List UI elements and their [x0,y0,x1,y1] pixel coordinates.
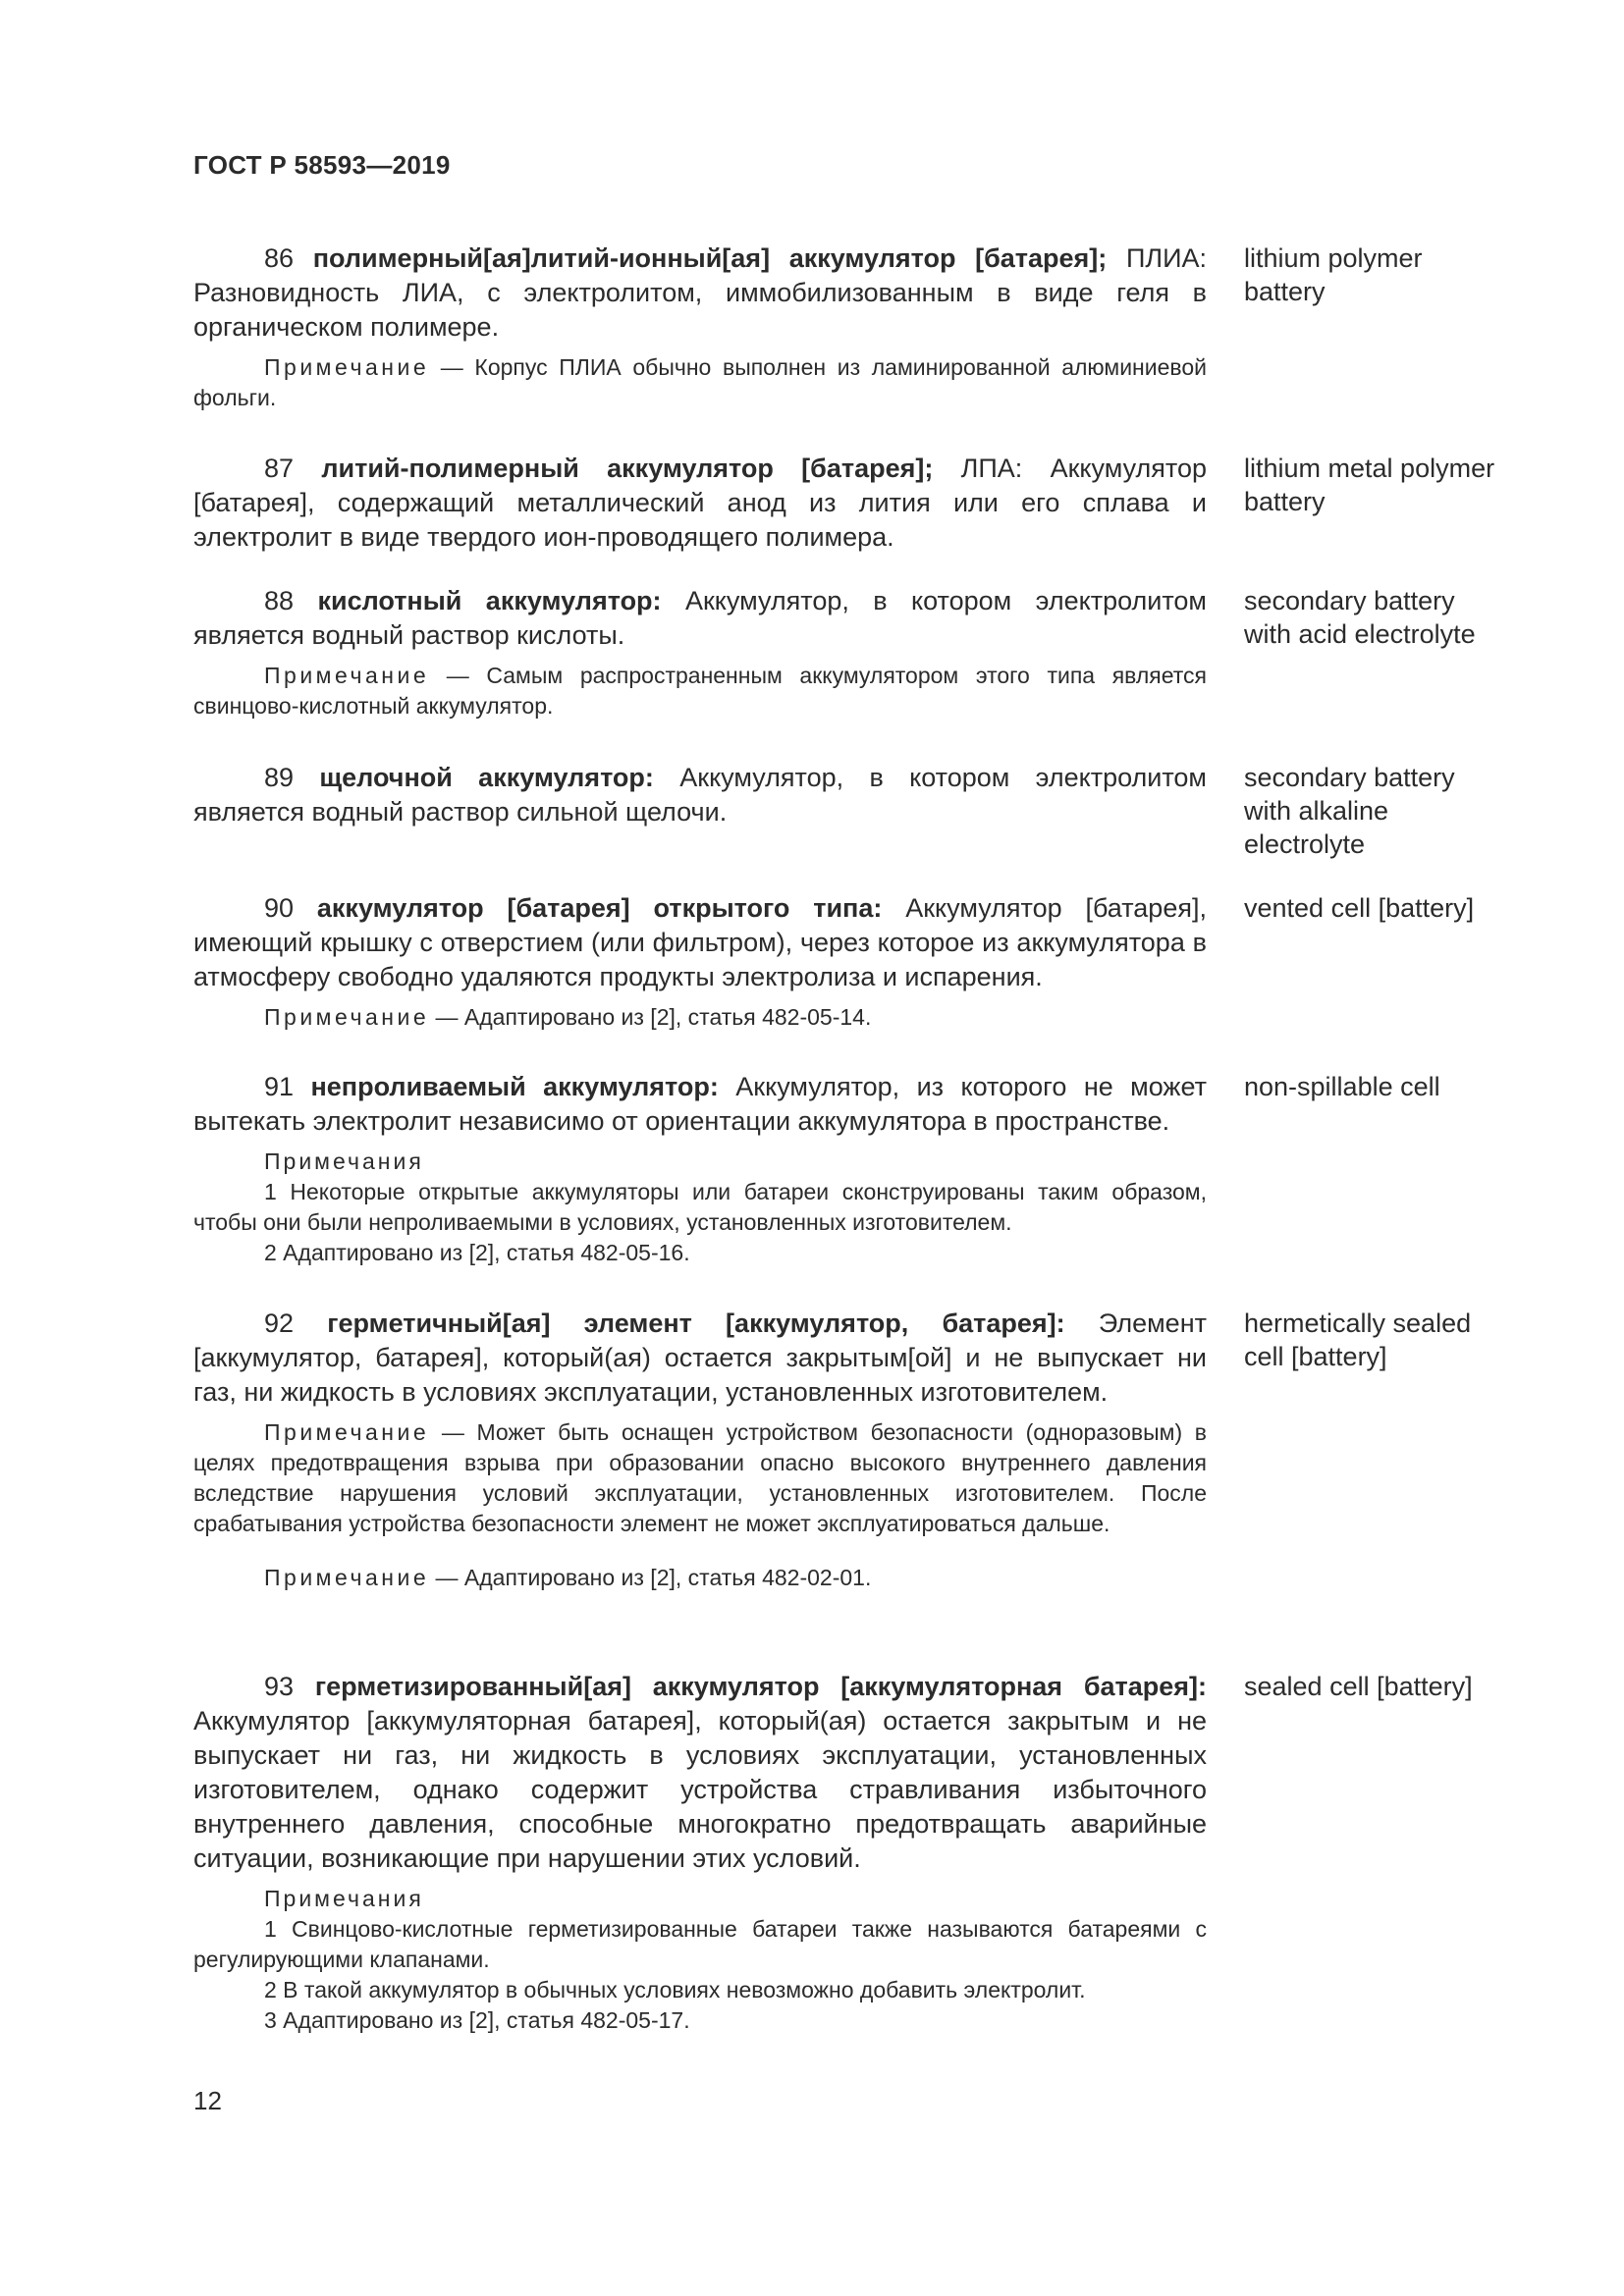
note-text: — Корпус ПЛИА обычно выполнен из ламинированной алюминиевой фольги. [193,354,1207,410]
english-line: lithium polymer [1244,243,1423,273]
note [193,1563,1207,1593]
entry-number: 93 [264,1672,295,1701]
note-item: 2 Адаптировано из [2], статья 482-05-16. [264,1240,690,1265]
term-entry-91 [193,1070,1619,1268]
page-number: 12 [193,2086,222,2115]
english-line: secondary battery [1244,586,1455,615]
term-entry-92 [193,1307,1619,1593]
note-text: — Самым распространенным аккумулятором этого типа является свинцово-кислотный аккумулятор. [193,663,1207,719]
definition-text: Аккумулятор, в котором электролитом является водный раствор сильной щелочи. [193,763,1207,827]
term-entry-90 [193,891,1619,1033]
notes-heading: Примечания [264,1886,424,1911]
note [193,1002,1207,1033]
english-equivalent [1244,584,1539,651]
term-title: непроливаемый аккумулятор: [310,1072,719,1101]
note [193,1417,1207,1539]
term-entry-88 [193,584,1619,721]
term-title: литий-полимерный аккумулятор [батарея]; [321,454,934,483]
entry-body [193,1070,1207,1268]
note-label: Примечание [264,1565,430,1590]
definition-text: Аккумулятор, в котором электролитом является водный раствор кислоты. [193,586,1207,650]
term-title: кислотный аккумулятор: [317,586,662,615]
english-equivalent [1244,1670,1539,1703]
entry-number: 92 [264,1308,295,1338]
note-label: Примечание [264,663,430,688]
english-line: battery [1244,277,1326,306]
entry-body [193,584,1207,721]
definition-text: ПЛИА: Разновидность ЛИА, с электролитом, иммобилизованным в виде геля в органическом полимере. [193,243,1207,342]
note-text: — Адаптировано из [2], статья 482-02-01. [435,1565,872,1590]
note-label: Примечание [264,1004,430,1030]
definition-text: ЛПА: Аккумулятор [батарея], содержащий металлический анод из лития или его сплава и электролит в виде твердого ион-проводящего полимера. [193,454,1207,552]
english-line: secondary battery [1244,763,1455,792]
entry-number: 88 [264,586,295,615]
english-line: with alkaline [1244,796,1389,826]
english-line: non-spillable cell [1244,1072,1440,1101]
definition-text: Аккумулятор, из которого не может вытекать электролит независимо от ориентации аккумулятора в пространстве. [193,1072,1207,1136]
definition-paragraph [193,1070,1207,1139]
english-line: sealed cell [battery] [1244,1672,1473,1701]
english-equivalent [1244,891,1539,925]
definition-paragraph [193,1670,1207,1876]
entry-number: 90 [264,893,295,923]
note-item: 2 В такой аккумулятор в обычных условиях невозможно добавить электролит. [264,1977,1086,2002]
definition-paragraph [193,761,1207,829]
english-equivalent [1244,452,1539,518]
entry-body [193,241,1207,413]
term-title: герметизированный[ая] аккумулятор [аккумуляторная батарея]: [314,1672,1207,1701]
english-line: lithium metal polymer [1244,454,1495,483]
term-entry-87 [193,452,1619,555]
entry-number: 87 [264,454,295,483]
term-title: полимерный[ая]литий-ионный[ая] аккумулятор [батарея]; [312,243,1108,273]
definition-text: Элемент [аккумулятор, батарея], который(ая) остается закрытым[ой] и не выпускает ни газ, ни жидкость в условиях эксплуатации, установленных изготовителем. [193,1308,1207,1407]
note [193,352,1207,413]
entry-number: 89 [264,763,295,792]
term-entry-89 [193,761,1619,859]
note-item: 3 Адаптировано из [2], статья 482-05-17. [264,2007,690,2033]
english-line: battery [1244,487,1326,516]
english-line: electrolyte [1244,829,1366,859]
entry-number: 91 [264,1072,295,1101]
note [193,661,1207,721]
english-line: cell [battery] [1244,1342,1387,1371]
note-item: 1 Свинцово-кислотные герметизированные батареи также называются батареями с регулирующими клапанами. [193,1916,1207,1972]
entry-number: 86 [264,243,295,273]
definition-paragraph [193,584,1207,653]
english-line: hermetically sealed [1244,1308,1472,1338]
english-line: vented cell [battery] [1244,893,1475,923]
term-title: аккумулятор [батарея] открытого типа: [316,893,883,923]
english-equivalent [1244,761,1539,861]
note-label: Примечание [264,354,430,380]
notes-heading: Примечания [264,1148,424,1174]
note-label: Примечание [264,1419,430,1445]
entry-body [193,761,1207,829]
note-item: 1 Некоторые открытые аккумуляторы или батареи сконструированы таким образом, чтобы они были непроливаемыми в условиях, установленных изготовителем. [193,1179,1207,1235]
english-line: with acid electrolyte [1244,619,1476,649]
note-text: — Адаптировано из [2], статья 482-05-14. [435,1004,872,1030]
term-title: герметичный[ая] элемент [аккумулятор, батарея]: [327,1308,1065,1338]
document-header: ГОСТ Р 58593—2019 [193,150,451,180]
english-equivalent [1244,241,1539,308]
english-equivalent [1244,1307,1539,1373]
entry-body [193,452,1207,555]
entry-body [193,1670,1207,2036]
definition-text: Аккумулятор [батарея], имеющий крышку с отверстием (или фильтром), через которое из аккумулятора в атмосферу свободно удаляются продукты электролиза и испарения. [193,893,1207,991]
definition-paragraph [193,891,1207,994]
definition-paragraph [193,241,1207,345]
definition-paragraph [193,452,1207,555]
definition-paragraph [193,1307,1207,1410]
entry-body [193,891,1207,1033]
note-text: — Может быть оснащен устройством безопасности (одноразовым) в целях предотвращения взрыва при образовании опасно высокого внутреннего давления вследствие нарушения условий эксплуатации, установленных изготовителем. После срабатывания устройства безопасности элемент не может эксплуатироваться дальше. [193,1419,1208,1536]
entry-body [193,1307,1207,1593]
term-title: щелочной аккумулятор: [319,763,654,792]
term-entry-86 [193,241,1619,413]
english-equivalent [1244,1070,1539,1103]
definition-text: Аккумулятор [аккумуляторная батарея], который(ая) остается закрытым и не выпускает ни газ, ни жидкость в условиях эксплуатации, установленных изготовителем, однако содержит устройства стравливания избыточного внутреннего давления, способные многократно предотвращать аварийные ситуации, возникающие при нарушении этих условий. [193,1706,1207,1873]
term-entry-93 [193,1670,1619,2036]
